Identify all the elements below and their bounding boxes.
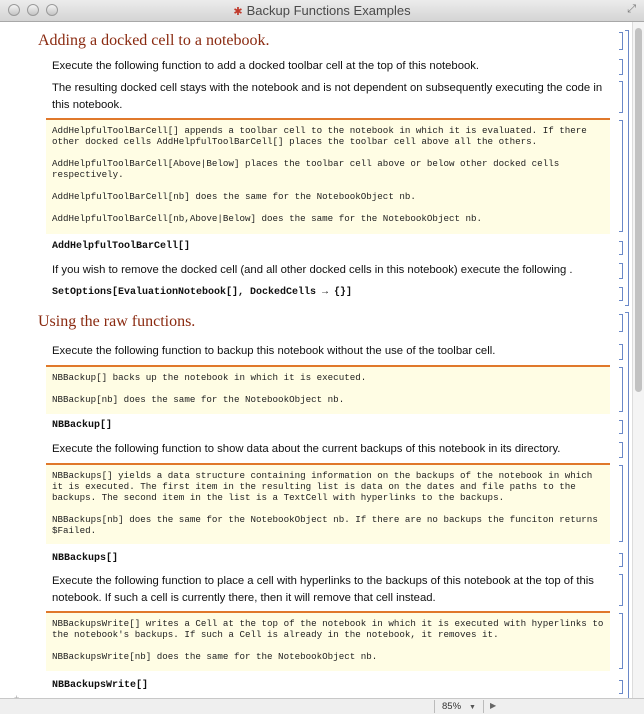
input-cell[interactable]: SetOptions[EvaluationNotebook[], DockedCells → {}] bbox=[52, 287, 353, 298]
input-cell[interactable]: NBBackups[] bbox=[52, 553, 119, 564]
vertical-scrollbar-thumb[interactable] bbox=[635, 28, 642, 392]
usage-line: NBBackupsWrite[] writes a Cell at the top of the notebook in which it is executed with hyperlinks to the notebook's backups. If such a Cell is already in the notebook, it removes it. bbox=[52, 618, 604, 640]
text-cell[interactable]: Execute the following function to add a docked toolbar cell at the top of this notebook. bbox=[52, 60, 480, 72]
usage-line: NBBackupsWrite[nb] does the same for the NotebookObject nb. bbox=[52, 651, 378, 662]
section-group-bracket[interactable] bbox=[625, 30, 629, 306]
window-title: ✱ Backup Functions Examples bbox=[233, 3, 411, 18]
usage-cell[interactable] bbox=[46, 365, 610, 414]
usage-cell[interactable] bbox=[46, 611, 610, 671]
cell-bracket[interactable] bbox=[619, 442, 623, 458]
usage-cell[interactable] bbox=[46, 463, 610, 544]
usage-line: NBBackups[nb] does the same for the NotebookObject nb. If there are no backups the funciton returns $Failed. bbox=[52, 514, 598, 536]
zoom-menu[interactable]: 85% ▼ bbox=[434, 700, 484, 713]
cell-bracket[interactable] bbox=[619, 574, 623, 606]
cell-bracket[interactable] bbox=[619, 314, 623, 332]
cell-bracket[interactable] bbox=[619, 420, 623, 434]
cell-bracket[interactable] bbox=[619, 553, 623, 567]
cell-bracket[interactable] bbox=[619, 59, 623, 75]
input-cell[interactable]: NBBackup[] bbox=[52, 420, 113, 431]
input-cell[interactable]: NBBackupsWrite[] bbox=[52, 680, 149, 691]
cell-bracket[interactable] bbox=[619, 465, 623, 542]
cell-bracket[interactable] bbox=[619, 367, 623, 412]
triangle-down-icon: ▼ bbox=[469, 704, 476, 711]
cell-bracket[interactable] bbox=[619, 32, 623, 50]
cell-bracket[interactable] bbox=[619, 81, 623, 113]
section-title-docked-cell[interactable]: Adding a docked cell to a notebook. bbox=[38, 32, 270, 49]
title-bar bbox=[0, 0, 644, 22]
section-title-raw-functions[interactable]: Using the raw functions. bbox=[38, 313, 196, 330]
usage-line: AddHelpfulToolBarCell[Above|Below] places the toolbar cell above or below other docked cells respectively. bbox=[52, 158, 560, 180]
text-cell[interactable]: Execute the following function to backup this notebook without the use of the toolbar cell. bbox=[52, 345, 496, 357]
cell-bracket[interactable] bbox=[619, 287, 623, 301]
usage-line: AddHelpfulToolBarCell[nb,Above|Below] does the same for the NotebookObject nb. bbox=[52, 213, 483, 224]
cell-bracket[interactable] bbox=[619, 344, 623, 360]
scroll-right-icon[interactable]: ▶ bbox=[490, 701, 497, 710]
input-cell[interactable]: AddHelpfulToolBarCell[] bbox=[52, 241, 191, 252]
cell-bracket[interactable] bbox=[619, 613, 623, 669]
text-cell[interactable]: The resulting docked cell stays with the notebook and is not dependent on subsequently executing the code in this notebook. bbox=[52, 82, 603, 111]
usage-line: NBBackups[] yields a data structure containing information on the backups of the notebook in which it is executed. The first item in the resulting list is data on the dates and file paths to the backups. The second item in the list is a TextCell with hyperlinks to the backups. bbox=[52, 470, 593, 503]
notebook-document-icon: ✱ bbox=[233, 6, 243, 18]
cell-bracket[interactable] bbox=[619, 263, 623, 279]
status-bar bbox=[0, 698, 644, 714]
vertical-scrollbar[interactable] bbox=[632, 22, 644, 698]
cell-bracket[interactable] bbox=[619, 120, 623, 232]
fullscreen-arrows-icon[interactable]: ⤢ bbox=[627, 3, 636, 15]
section-group-bracket[interactable] bbox=[625, 312, 629, 698]
usage-line: NBBackup[] backs up the notebook in which it is executed. bbox=[52, 372, 367, 383]
usage-line: NBBackup[nb] does the same for the NotebookObject nb. bbox=[52, 394, 345, 405]
text-cell[interactable]: Execute the following function to place a cell with hyperlinks to the backups of this notebook at the top of this notebook. If such a cell is currently there, then it will remove that cell instead. bbox=[52, 575, 594, 604]
text-cell[interactable]: Execute the following function to show data about the current backups of this notebook in its directory. bbox=[52, 443, 561, 455]
notebook-content bbox=[0, 22, 632, 698]
text-cell[interactable]: If you wish to remove the docked cell (and all other docked cells in this notebook) execute the following . bbox=[52, 264, 573, 276]
usage-cell[interactable] bbox=[46, 118, 610, 234]
cell-bracket[interactable] bbox=[619, 680, 623, 694]
usage-line: AddHelpfulToolBarCell[nb] does the same for the NotebookObject nb. bbox=[52, 191, 416, 202]
usage-line: AddHelpfulToolBarCell[] appends a toolbar cell to the notebook in which it is evaluated. If there other docked cells AddHelpfulToolBarCell[] places the toolbar cell above all the others. bbox=[52, 125, 587, 147]
cell-bracket[interactable] bbox=[619, 241, 623, 255]
